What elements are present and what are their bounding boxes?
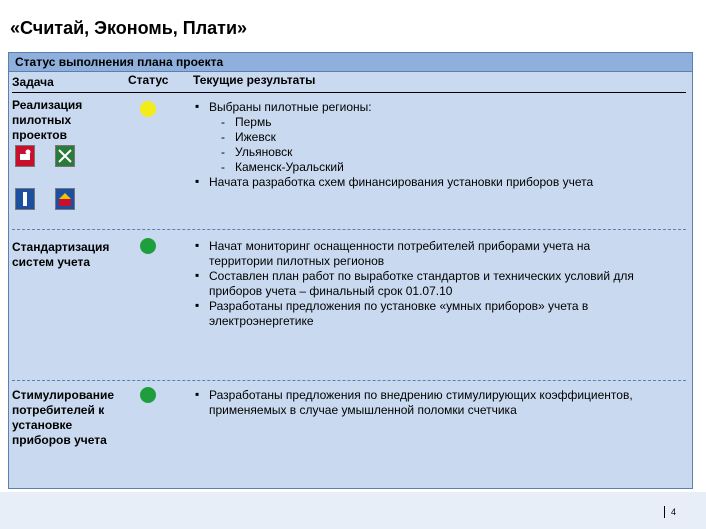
task-line: пилотных bbox=[12, 113, 72, 127]
result-subitem: - Ульяновск bbox=[195, 145, 675, 160]
task-line: Стимулирование bbox=[12, 388, 115, 402]
column-header-task: Задача bbox=[12, 75, 54, 89]
header-underline bbox=[12, 92, 686, 93]
results-consumer-stimulation bbox=[195, 388, 675, 418]
result-bullet: ▪ Разработаны предложения по внедрению стимулирующих коэффициентов, применяемых в случае умышленной поломки счетчика bbox=[195, 388, 675, 418]
result-bullet: ▪ Выбраны пилотные регионы: bbox=[195, 100, 675, 115]
result-bullet: ▪ Начат мониторинг оснащенности потребителей приборами учета на территории пилотных регионов bbox=[195, 239, 675, 269]
column-header-results: Текущие результаты bbox=[193, 73, 316, 87]
task-line: установке bbox=[12, 418, 73, 432]
row-separator bbox=[12, 229, 686, 230]
task-consumer-stimulation bbox=[12, 388, 114, 448]
kamensk-uralsky-emblem bbox=[55, 188, 75, 210]
result-subitem: - Пермь bbox=[195, 115, 675, 130]
result-bullet: ▪ Начата разработка схем финансирования установки приборов учета bbox=[195, 175, 675, 190]
task-line: потребителей к bbox=[12, 403, 105, 417]
task-line: Стандартизация bbox=[12, 240, 110, 254]
result-subitem: - Каменск-Уральский bbox=[195, 160, 675, 175]
page-number: 4 bbox=[664, 506, 676, 518]
status-panel bbox=[8, 52, 693, 489]
column-header-status: Статус bbox=[128, 73, 169, 87]
result-subitem: - Ижевск bbox=[195, 130, 675, 145]
result-bullet: ▪ Составлен план работ по выработке стандартов и технических условий для приборов учета – финальный срок 01.07.10 bbox=[195, 269, 675, 299]
task-line: приборов учета bbox=[12, 433, 107, 447]
status-dot-green bbox=[140, 238, 156, 254]
status-dot-yellow bbox=[140, 101, 156, 117]
row-separator bbox=[12, 380, 686, 381]
slide-title: «Считай, Экономь, Плати» bbox=[10, 18, 248, 38]
result-bullet: ▪ Разработаны предложения по установке «умных приборов» учета в электроэнергетике bbox=[195, 299, 675, 329]
perm-emblem bbox=[15, 145, 35, 167]
izhevsk-emblem bbox=[55, 145, 75, 167]
status-dot-green bbox=[140, 387, 156, 403]
results-pilot-projects bbox=[195, 100, 675, 190]
results-metering-standardization bbox=[195, 239, 675, 329]
ulyanovsk-emblem bbox=[15, 188, 35, 210]
panel-header: Статус выполнения плана проекта bbox=[9, 53, 692, 72]
task-line: систем учета bbox=[12, 255, 91, 269]
task-line: проектов bbox=[12, 128, 68, 142]
task-pilot-projects bbox=[12, 98, 82, 143]
task-line: Реализация bbox=[12, 98, 83, 112]
footer-bar bbox=[0, 492, 706, 529]
task-metering-standardization bbox=[12, 240, 109, 270]
